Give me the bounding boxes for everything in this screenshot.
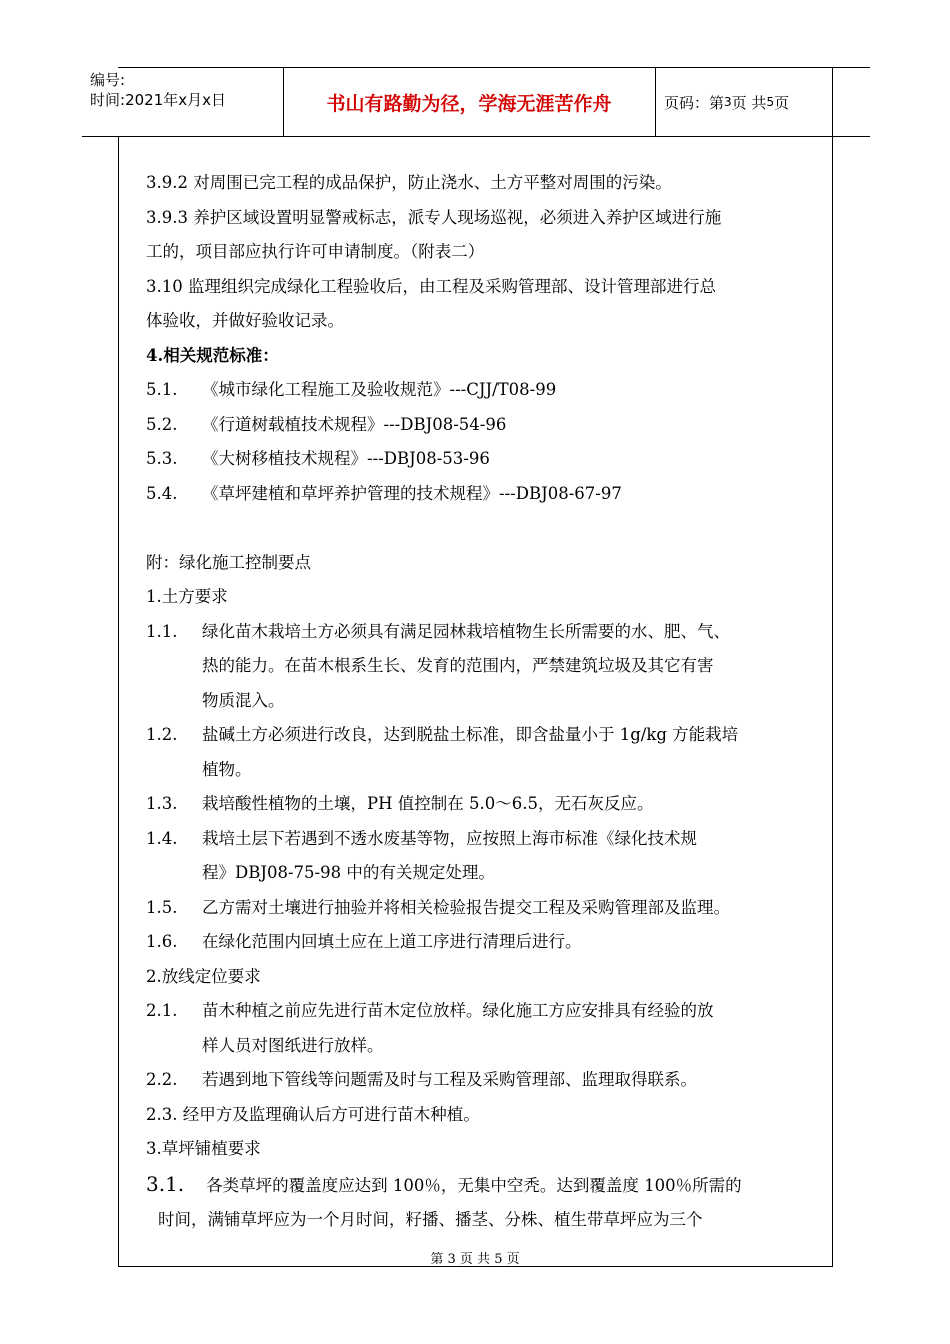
footer-prefix: 第 <box>430 1252 444 1267</box>
section-2-title: 2.放线定位要求 <box>146 966 261 986</box>
item-line: 各类草坪的覆盖度应达到 100％，无集中空秃。达到覆盖度 100％所需的 <box>206 1175 742 1195</box>
page-total: 5 <box>766 95 775 109</box>
item-number: 1.4. <box>146 828 178 848</box>
item-line: 绿化苗木栽培土方必须具有满足园林栽培植物生长所需要的水、肥、气、 <box>202 621 730 641</box>
section-4-title: 4.相关规范标准： <box>146 345 279 365</box>
section-3-title: 3.草坪铺植要求 <box>146 1139 261 1158</box>
item-number: 1.5. <box>146 897 178 917</box>
item-line: 热的能力。在苗木根系生长、发育的范围内，严禁建筑垃圾及其它有害 <box>202 656 714 675</box>
item-line: 若遇到地下管线等问题需及时与工程及采购管理部、监理取得联系。 <box>202 1070 697 1089</box>
header-meta <box>90 70 280 110</box>
time-line <box>90 90 280 110</box>
item-line: 栽培土层下若遇到不透水废基等物，应按照上海市标准《绿化技术规 <box>202 828 697 848</box>
item-line: 时间，满铺草坪应为一个月时间，籽播、播茎、分株、植生带草坪应为三个 <box>158 1210 703 1229</box>
page-mid: 页 共 <box>731 93 767 112</box>
item-line: 植物。 <box>202 759 252 779</box>
section-1-title: 1.土方要求 <box>146 587 228 606</box>
page-suffix: 页 <box>774 93 790 112</box>
item-3-1 <box>146 1167 826 1238</box>
frame-left-border <box>118 136 119 1266</box>
item-line: 盐碱土方必须进行改良，达到脱盐土标准，即含盐量小于 1g/kg 方能栽培 <box>202 725 739 744</box>
item-number: 1.6. <box>146 932 178 951</box>
standard-item <box>146 477 826 512</box>
item-line: 物质混入。 <box>202 690 285 710</box>
footer-total: 5 <box>494 1252 503 1267</box>
item-number: 1.3. <box>146 794 178 813</box>
footer-mid: 页 共 <box>459 1252 491 1267</box>
standard-text: 《大树移植技术规程》---DBJ08-53-96 <box>202 449 490 468</box>
standard-number: 5.3. <box>146 449 178 468</box>
list-item <box>146 1063 826 1098</box>
paragraph-3-10-line1: 3.10 监理组织完成绿化工程验收后，由工程及采购管理部、设计管理部进行总 <box>146 276 716 296</box>
list-item <box>146 994 826 1063</box>
standard-item <box>146 408 826 443</box>
header-divider-3 <box>832 67 833 137</box>
item-line: 栽培酸性植物的土壤，PH 值控制在 5.0～6.5，无石灰反应。 <box>202 794 654 813</box>
header-bottom-border <box>82 136 870 137</box>
item-line: 程》DBJ08-75-98 中的有关规定处理。 <box>202 863 495 882</box>
time-value: 2021年x月x日 <box>125 91 226 109</box>
header-motto: 书山有路勤为径，学海无涯苦作舟 <box>326 92 612 115</box>
blank-line <box>146 511 826 546</box>
list-item <box>146 615 826 719</box>
list-item <box>146 891 826 926</box>
item-line: 苗木种植之前应先进行苗木定位放样。绿化施工方应安排具有经验的放 <box>202 1001 714 1020</box>
list-item <box>146 718 826 787</box>
item-number: 2.2. <box>146 1070 178 1089</box>
standard-text: 《城市绿化工程施工及验收规范》---CJJ/T08-99 <box>202 380 557 399</box>
paragraph-3-9-3-line1: 3.9.3 养护区域设置明显警戒标志，派专人现场巡视，必须进入养护区域进行施 <box>146 207 722 227</box>
standard-number: 5.1. <box>146 380 178 399</box>
header-page-number <box>664 68 789 136</box>
list-item <box>146 822 826 891</box>
standard-number: 5.2. <box>146 414 178 434</box>
code-label: 编号: <box>90 71 126 89</box>
standard-item <box>146 442 826 477</box>
page-current: 3 <box>724 95 732 109</box>
list-item <box>146 925 826 960</box>
page-prefix: 页码：第 <box>664 93 725 112</box>
item-2-3: 2.3. 经甲方及监理确认后方可进行苗木种植。 <box>146 1104 480 1124</box>
item-line: 样人员对图纸进行放样。 <box>202 1035 384 1055</box>
standard-number: 5.4. <box>146 483 178 503</box>
standard-text: 《行道树载植技术规程》---DBJ08-54-96 <box>202 414 507 434</box>
document-body <box>146 166 826 1238</box>
footer-suffix: 页 <box>506 1252 520 1267</box>
header-divider-2 <box>655 67 656 137</box>
paragraph-3-10-line2: 体验收，并做好验收记录。 <box>146 311 344 330</box>
appendix-title: 附：绿化施工控制要点 <box>146 552 311 572</box>
time-label: 时间: <box>90 91 126 109</box>
page-footer <box>0 1248 950 1267</box>
footer-current: 3 <box>447 1252 456 1267</box>
list-item <box>146 787 826 822</box>
item-line: 乙方需对土壤进行抽验并将相关检验报告提交工程及采购管理部及监理。 <box>202 897 730 917</box>
item-number: 2.1. <box>146 1001 178 1020</box>
frame-right-border <box>832 136 833 1266</box>
paragraph-3-9-3-line2: 工的，项目部应执行许可申请制度。（附表二） <box>146 242 485 261</box>
item-line: 在绿化范围内回填土应在上道工序进行清理后进行。 <box>202 932 582 951</box>
item-number: 1.2. <box>146 725 178 744</box>
standard-item <box>146 373 826 408</box>
paragraph-3-9-2: 3.9.2 对周围已完工程的成品保护，防止浇水、土方平整对周围的污染。 <box>146 173 672 192</box>
item-number: 3.1. <box>146 1171 185 1196</box>
standard-text: 《草坪建植和草坪养护管理的技术规程》---DBJ08-67-97 <box>202 483 622 503</box>
item-number: 1.1. <box>146 621 178 641</box>
